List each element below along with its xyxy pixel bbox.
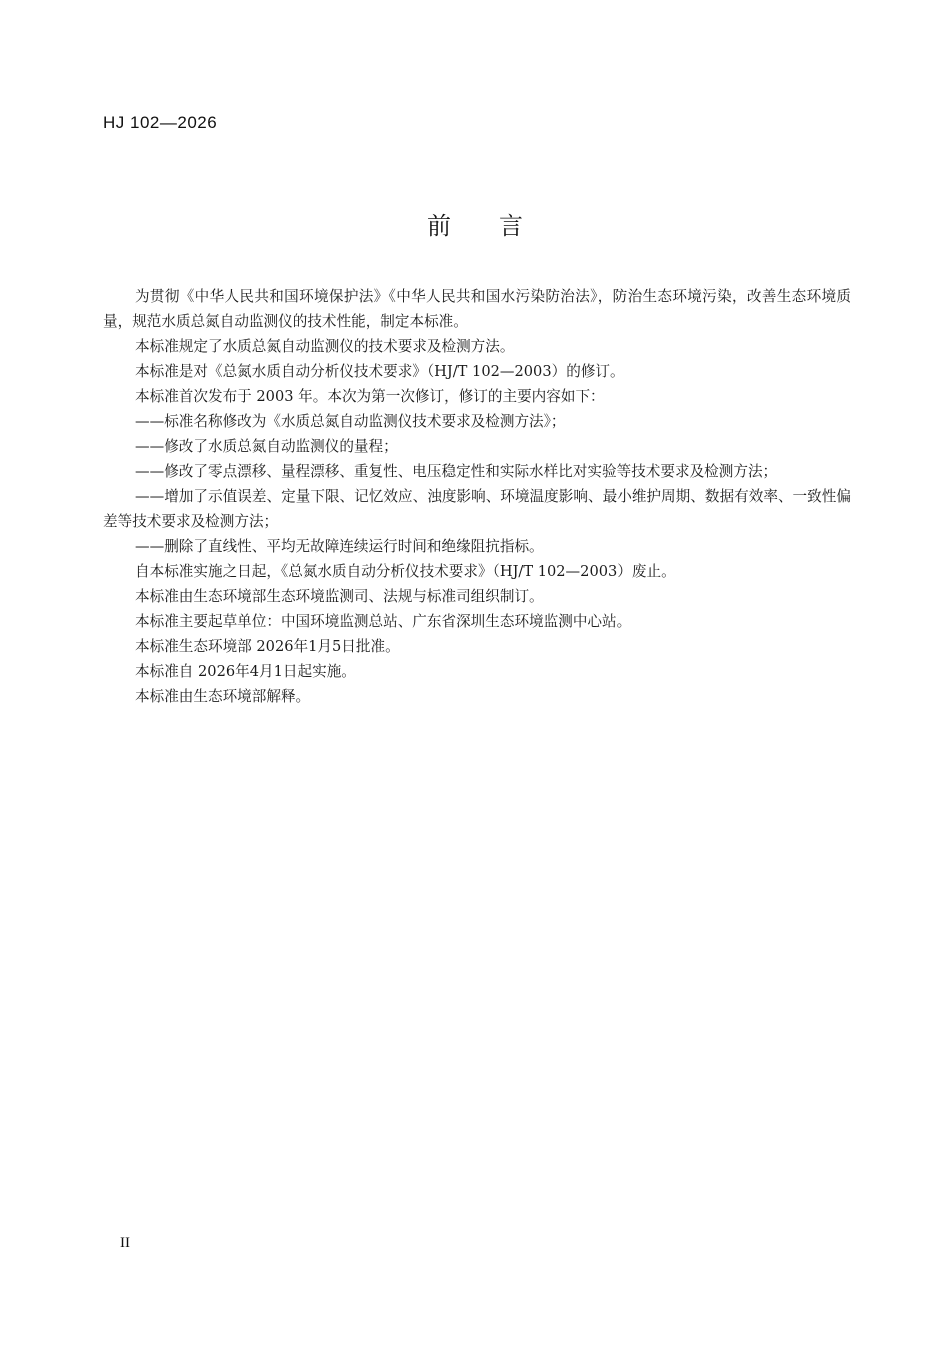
page-number: II [120,1235,130,1251]
paragraph-change-3: ——修改了零点漂移、量程漂移、重复性、电压稳定性和实际水样比对实验等技术要求及检测方法； [135,463,778,480]
page-title: 前言 [427,212,571,240]
paragraph-history: 本标准首次发布于 2003 年。本次为第一次修订，修订的主要内容如下： [135,388,605,405]
paragraph-approval: 本标准生态环境部 2026年1月5日批准。 [135,638,400,655]
paragraph-repeal: 自本标准实施之日起，《总氮水质自动分析仪技术要求》（HJ/T 102—2003）废止。 [135,563,676,580]
paragraph-change-2: ——修改了水质总氮自动监测仪的量程； [135,438,398,455]
standard-code: HJ 102—2026 [103,113,218,132]
paragraph-effective: 本标准自 2026年4月1日起实施。 [135,663,356,680]
paragraph-revision: 本标准是对《总氮水质自动分析仪技术要求》（HJ/T 102—2003）的修订。 [135,363,625,380]
paragraph-purpose: 为贯彻《中华人民共和国环境保护法》《中华人民共和国水污染防治法》，防治生态环境污染，改善生态环境质量，规范水质总氮自动监测仪的技术性能，制定本标准。 [103,288,851,330]
paragraph-interpretation: 本标准由生态环境部解释。 [135,688,311,705]
paragraph-organizer: 本标准由生态环境部生态环境监测司、法规与标准司组织制订。 [135,588,544,605]
paragraph-change-4: ——增加了示值误差、定量下限、记忆效应、浊度影响、环境温度影响、最小维护周期、数据有效率、一致性偏差等技术要求及检测方法； [103,488,851,530]
paragraph-scope: 本标准规定了水质总氮自动监测仪的技术要求及检测方法。 [135,338,515,355]
paragraph-change-5: ——删除了直线性、平均无故障连续运行时间和绝缘阻抗指标。 [135,538,544,555]
paragraph-change-1: ——标准名称修改为《水质总氮自动监测仪技术要求及检测方法》； [135,413,566,430]
paragraph-drafters: 本标准主要起草单位：中国环境监测总站、广东省深圳生态环境监测中心站。 [135,613,632,630]
foreword-body [103,284,851,709]
